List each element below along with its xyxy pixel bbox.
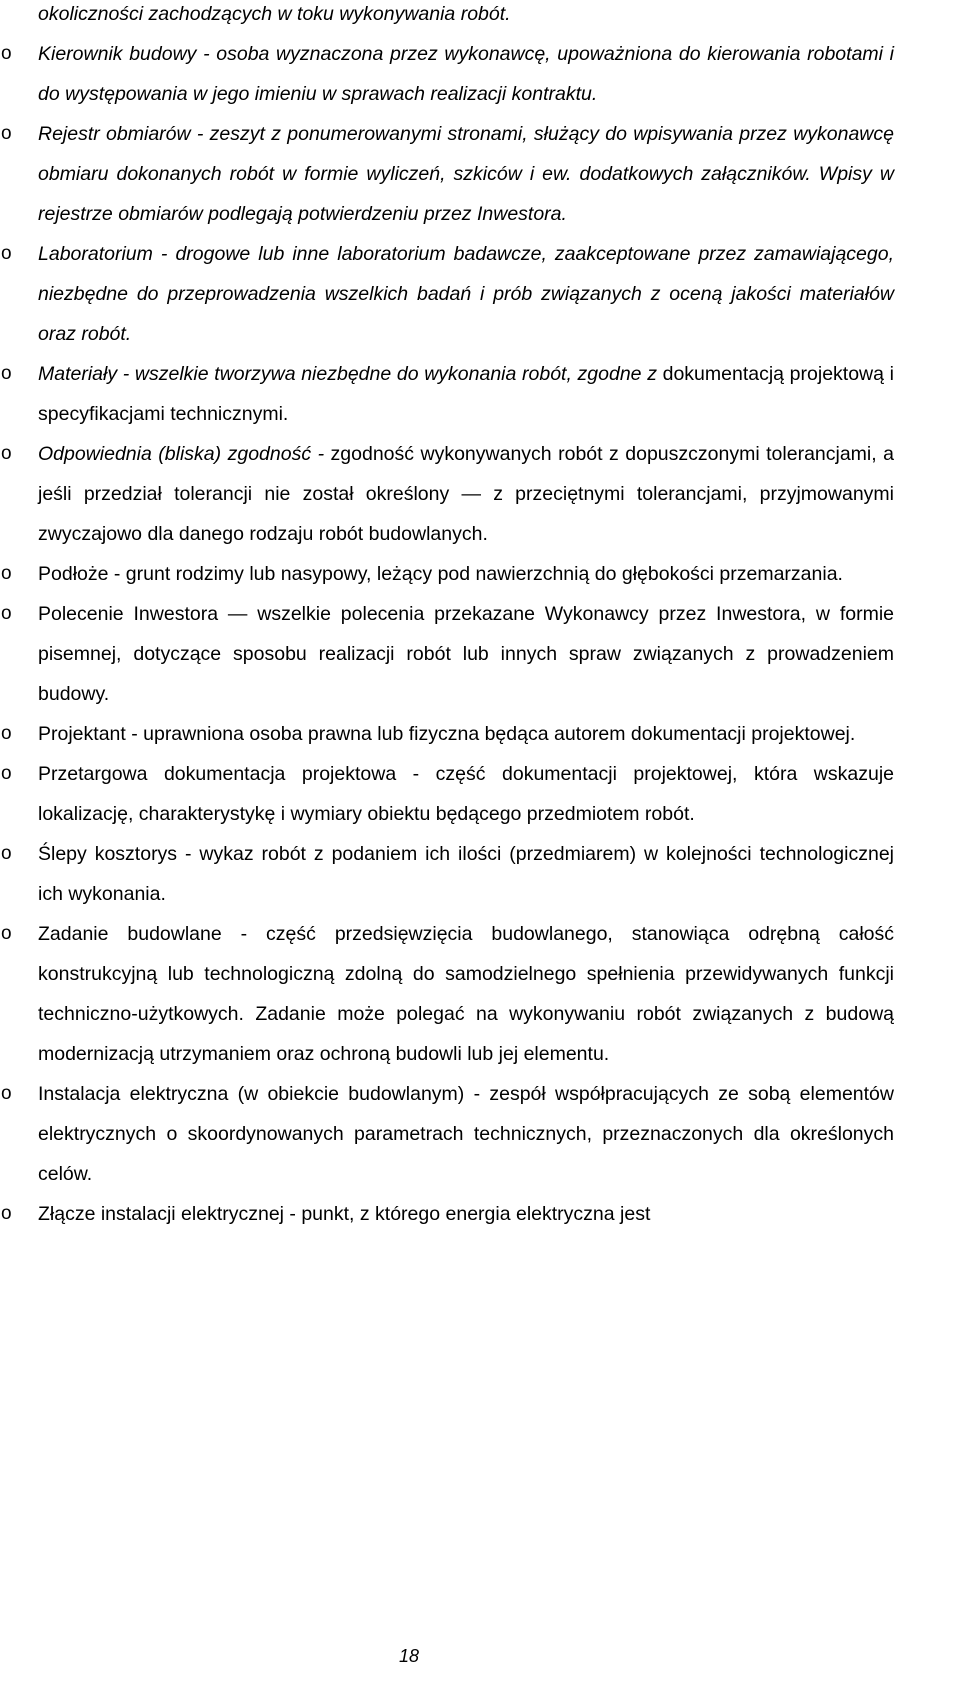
bullet-marker: o [1,123,12,144]
definition-item [1,834,894,914]
definition-item [1,754,894,834]
definition-text: Przetargowa dokumentacja projektowa - część dokumentacji projektowej, która wskazuje lokalizację, charakterystykę i wymiary obiektu będącego przedmiotem robót. [38,763,894,825]
definition-text: Podłoże - grunt rodzimy lub nasypowy, leżący pod nawierzchnią do głębokości przemarzania. [38,563,843,585]
bullet-marker: o [1,43,12,64]
definition-item [1,1194,894,1234]
definition-item [1,714,894,754]
definition-item [1,914,894,1074]
definition-item [1,34,894,114]
bullet-marker: o [1,1083,12,1104]
definition-text-italic: Odpowiednia (bliska) zgodność - [38,443,331,465]
definition-item [1,554,894,594]
definition-text: Instalacja elektryczna (w obiekcie budowlanym) - zespół współpracujących ze sobą elementów elektrycznych o skoordynowanych parametrach technicznych, przeznaczonych dla określonych celów. [38,1083,894,1185]
definition-item [1,1074,894,1194]
definition-text: Polecenie Inwestora — wszelkie polecenia przekazane Wykonawcy przez Inwestora, w formie pisemnej, dotyczące sposobu realizacji robót lub innych spraw związanych z prowadzeniem budowy. [38,603,894,705]
definition-text-italic: Laboratorium - drogowe lub inne laboratorium badawcze, zaakceptowane przez zamawiającego, niezbędne do przeprowadzenia wszelkich badań i prób związanych z oceną jakości materiałów oraz robót. [38,243,894,345]
definition-list [0,34,960,1234]
definition-text: Zadanie budowlane - część przedsięwzięcia budowlanego, stanowiąca odrębną całość konstrukcyjną lub technologiczną zdolną do samodzielnego spełnienia przewidywanych funkcji techniczno-użytkowych. Zadanie może polegać na wykonywaniu robót związanych z budową modernizacją utrzymaniem oraz ochroną budowli lub jej elementu. [38,923,894,1065]
bullet-marker: o [1,443,12,464]
definition-text: Ślepy kosztorys - wykaz robót z podaniem ich ilości (przedmiarem) w kolejności technologicznej ich wykonania. [38,843,894,905]
bullet-marker: o [1,763,12,784]
bullet-marker: o [1,243,12,264]
definition-text: Złącze instalacji elektrycznej - punkt, z którego energia elektryczna jest [38,1203,651,1225]
bullet-marker: o [1,1203,12,1224]
definition-text: Projektant - uprawniona osoba prawna lub fizyczna będąca autorem dokumentacji projektowej. [38,723,856,745]
definition-item [1,434,894,554]
definition-text: dokumentacją projektową i specyfikacjami technicznymi. [38,363,894,425]
definition-item [1,114,894,234]
bullet-marker: o [1,363,12,384]
definition-item [1,594,894,714]
definition-text-italic: Kierownik budowy - osoba wyznaczona przez wykonawcę, upoważniona do kierowania robotami i do występowania w jego imieniu w sprawach realizacji kontraktu. [38,43,894,105]
page-number: 18 [398,1646,420,1666]
definition-item [1,354,894,434]
definition-text-italic: Materiały - wszelkie tworzywa niezbędne do wykonania robót, zgodne z [38,363,663,385]
bullet-marker: o [1,603,12,624]
continued-text: okoliczności zachodzących w toku wykonywania robót. [38,3,511,25]
bullet-marker: o [1,843,12,864]
bullet-marker: o [1,563,12,584]
bullet-marker: o [1,923,12,944]
bullet-marker: o [1,723,12,744]
definition-text: zgodność wykonywanych robót z dopuszczonymi tolerancjami, a jeśli przedział tolerancji nie został określony — z przeciętnymi tolerancjami, przyjmowanymi zwyczajowo dla danego rodzaju robót budowlanych. [38,443,894,545]
definition-item [1,234,894,354]
definition-text-italic: Rejestr obmiarów - zeszyt z ponumerowanymi stronami, służący do wpisywania przez wykonawcę obmiaru dokonanych robót w formie wyliczeń, szkiców i ew. dodatkowych załączników. Wpisy w rejestrze obmiarów podlegają potwierdzeniu przez Inwestora. [38,123,894,225]
